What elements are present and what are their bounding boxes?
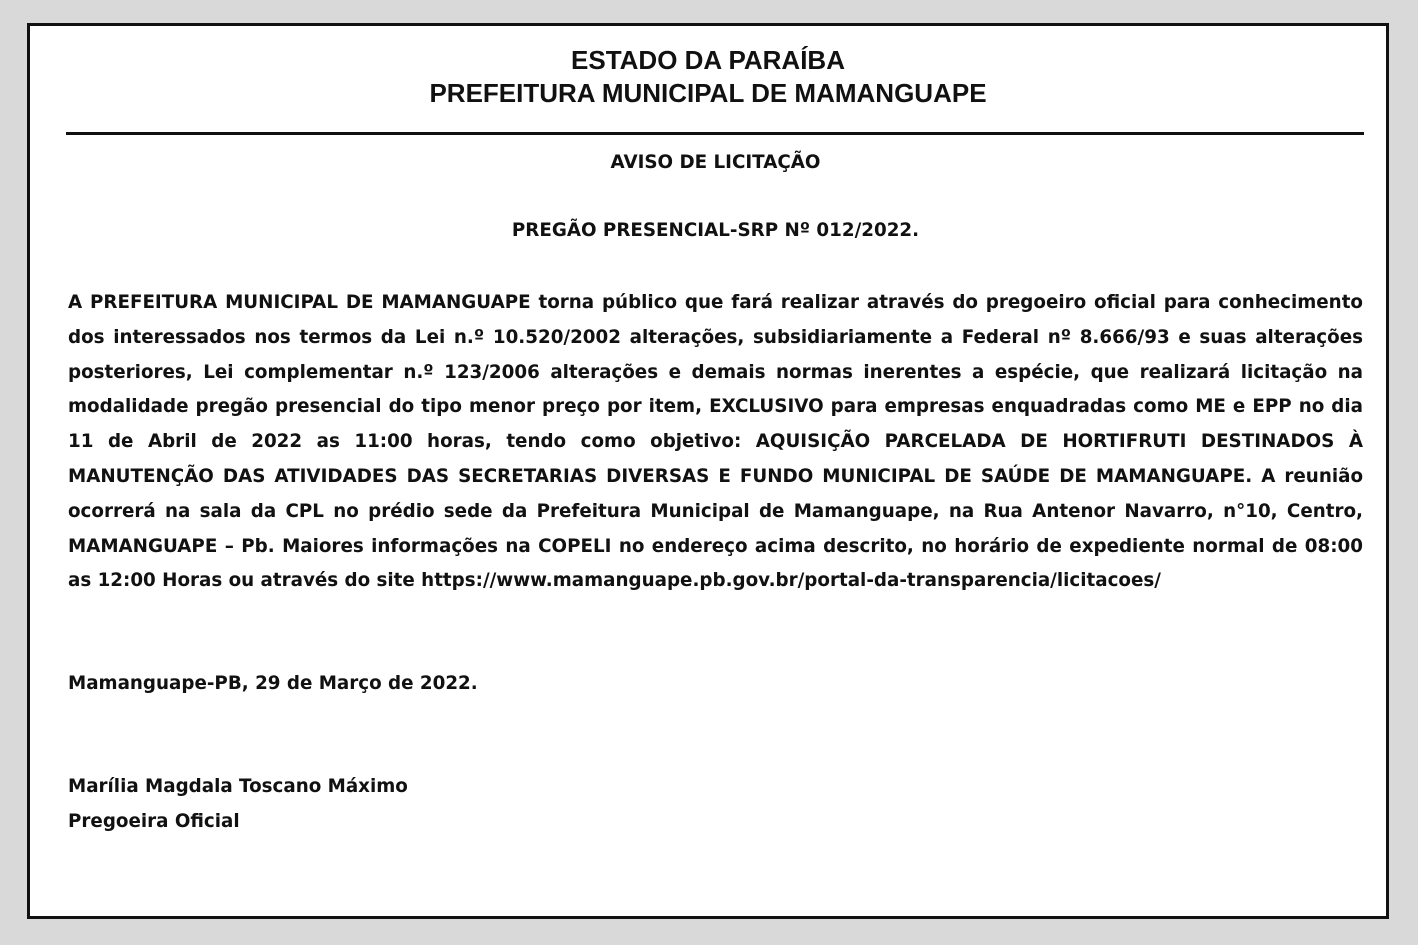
- municipality-heading: PREFEITURA MUNICIPAL DE MAMANGUAPE: [429, 78, 987, 108]
- notice-title: AVISO DE LICITAÇÃO: [610, 152, 821, 173]
- header-divider: [66, 132, 1364, 135]
- notice-content: [68, 150, 1363, 599]
- notice-body: [68, 286, 1363, 599]
- notice-box: [27, 23, 1389, 919]
- state-heading: ESTADO DA PARAÍBA: [571, 45, 845, 75]
- place-date: Mamanguape-PB, 29 de Março de 2022.: [68, 673, 478, 694]
- signer-role: Pregoeira Oficial: [68, 811, 240, 832]
- notice-body-text: A PREFEITURA MUNICIPAL DE MAMANGUAPE torna público que fará realizar através do pregoeiro oficial para conhecimento dos interessados nos termos da Lei n.º 10.520/2002 alterações, subsidiariamente a Federal nº 8.666/93 e suas alterações posteriores, Lei complementar n.º 123/2006 alterações e demais normas inerentes a espécie, que realizará licitação na modalidade pregão presencial do tipo menor preço por item, EXCLUSIVO para empresas enquadradas como ME e EPP no dia 11 de Abril de 2022 as 11:00 horas, tendo como objetivo: AQUISIÇÃO PARCELADA DE HORTIFRUTI DESTINADOS À MANUTENÇÃO DAS ATIVIDADES DAS SECRETARIAS DIVERSAS E FUNDO MUNICIPAL DE SAÚDE DE MAMANGUAPE. A reunião ocorrerá na sala da CPL no prédio sede da Prefeitura Municipal de Mamanguape, na Rua Antenor Navarro, n°10, Centro, MAMANGUAPE – Pb. Maiores informações na COPELI no endereço acima descrito, no horário de expediente normal de 08:00 as 12:00 Horas ou através do site https://www.mamanguape.pb.gov.br/portal-da-transparencia/licitacoes/: [68, 292, 1363, 592]
- procedure-number: PREGÃO PRESENCIAL-SRP Nº 012/2022.: [511, 220, 920, 241]
- document-header: [30, 44, 1386, 110]
- signer-name: Marília Magdala Toscano Máximo: [68, 776, 408, 797]
